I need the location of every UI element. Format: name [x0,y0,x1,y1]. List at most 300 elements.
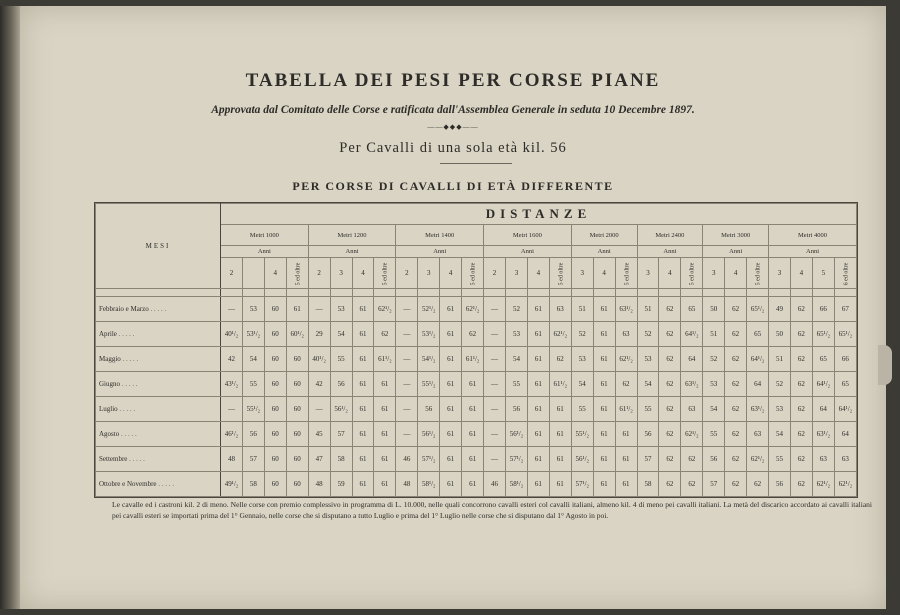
table-row [96,446,857,471]
weight-cell: 60 [264,421,286,446]
spacer-cell [615,289,637,297]
weight-cell: 60 [264,296,286,321]
age-header [615,258,637,289]
weight-cell: 60¹/₂ [286,321,308,346]
weight-cell: 55 [505,371,527,396]
weight-cell: 64 [834,421,856,446]
spacer-cell [659,289,681,297]
spacer-cell [330,289,352,297]
age-header: 3 [330,258,352,289]
mesi-header: MESI [96,204,221,289]
month-label: Agosto [99,429,120,438]
page-title: TABELLA DEI PESI PER CORSE PIANE [245,70,661,91]
age-label: 5 ed oltre [689,262,696,286]
age-header [242,258,264,289]
divider-rule [440,163,512,164]
weight-cell: 62¹/₂ [549,321,571,346]
weight-cell: — [484,321,506,346]
anni-label: Anni [308,246,396,258]
weight-cell: 66 [812,296,834,321]
weight-cell: 54 [330,321,352,346]
month-label: Giugno [99,379,120,388]
weight-cell: 61 [549,446,571,471]
weight-cell: 65 [834,371,856,396]
dot-leader: . . . . . [119,429,137,438]
weight-cell: 61 [549,421,571,446]
dot-leader: . . . . . [120,379,138,388]
distanze-header: DISTANZE [221,204,857,225]
weight-cell: 61 [615,471,637,496]
anni-label: Anni [769,246,857,258]
spacer-cell [812,289,834,297]
month-cell [96,471,221,496]
weight-cell: 60 [286,396,308,421]
weight-cell: 58 [637,471,659,496]
dot-leader: . . . . . [116,329,135,338]
weight-cell: 62 [725,296,747,321]
weight-cell: 42 [221,346,243,371]
weight-cell: 62 [725,421,747,446]
weight-cell: 62 [790,471,812,496]
weight-cell: 61 [440,321,462,346]
weight-cell: 62 [659,396,681,421]
weight-cell: 60 [286,471,308,496]
weight-cell: 60 [264,321,286,346]
weight-cell: 61 [593,296,615,321]
weight-cell: 61 [527,396,549,421]
weight-cell: 64 [681,346,703,371]
weight-cell: 62¹/₂ [747,446,769,471]
weight-cell: 61 [352,321,374,346]
weight-cell: 61 [615,421,637,446]
weight-cell: 46 [396,446,418,471]
weight-cell: 52 [703,346,725,371]
month-label: Settembre [99,454,128,463]
weight-cell: 60 [286,421,308,446]
weight-cell: 51 [703,321,725,346]
weight-cell: 62 [549,346,571,371]
age-header: 3 [703,258,725,289]
age-header: 4 [659,258,681,289]
weight-cell: 63¹/₂ [812,421,834,446]
weight-cell: 62¹/₂ [374,296,396,321]
weight-cell: — [396,421,418,446]
weight-cell: 61 [440,296,462,321]
weight-cell: 57 [703,471,725,496]
weight-cell: 56 [703,446,725,471]
weight-cell: — [308,396,330,421]
month-cell [96,446,221,471]
weight-cell: 62¹/₂ [462,296,484,321]
weights-table-frame [94,202,858,498]
spacer-cell [637,289,659,297]
weight-cell: 61 [352,296,374,321]
age-label: 5 ed oltre [623,262,630,286]
age-header: 3 [418,258,440,289]
weight-cell: 61 [462,471,484,496]
weight-cell: 51 [769,346,791,371]
weight-cell: — [484,296,506,321]
weight-cell: 55 [637,396,659,421]
weight-cell: 60 [264,346,286,371]
table-row [96,346,857,371]
weight-cell: 61 [440,371,462,396]
book-spine-edge [0,6,20,609]
weight-cell: 61 [440,396,462,421]
weight-cell: 56¹/₂ [330,396,352,421]
spacer-cell [505,289,527,297]
weight-cell: 53 [769,396,791,421]
age-header: 4 [440,258,462,289]
weight-cell: 60 [264,371,286,396]
weight-cell: 51 [637,296,659,321]
weight-cell: 62 [659,346,681,371]
weight-cell: 61 [527,296,549,321]
weight-cell: 56 [505,396,527,421]
spacer-cell [221,289,243,297]
age-header: 2 [308,258,330,289]
weight-cell: 62 [659,296,681,321]
weight-cell: 62 [790,321,812,346]
spacer-cell [418,289,440,297]
weight-cell: — [221,396,243,421]
weight-cell: 56 [242,421,264,446]
weight-cell: 50 [769,321,791,346]
weight-cell: 62 [659,321,681,346]
spacer-cell [834,289,856,297]
weight-cell: 61 [593,371,615,396]
age-header: 3 [637,258,659,289]
weight-cell: 29 [308,321,330,346]
anni-label: Anni [637,246,703,258]
weight-cell: — [484,396,506,421]
age-header [747,258,769,289]
weight-cell: 62 [659,421,681,446]
weight-cell: 42 [308,371,330,396]
spacer-cell [747,289,769,297]
month-cell [96,396,221,421]
age-label: 5 ed oltre [558,262,565,286]
weight-cell: 53 [571,346,593,371]
month-label: Aprile [99,329,117,338]
weight-cell: 61¹/₂ [615,396,637,421]
anni-label: Anni [221,246,309,258]
weight-cell: 60 [286,371,308,396]
spacer-cell [440,289,462,297]
month-cell [96,321,221,346]
anni-label: Anni [396,246,484,258]
weight-cell: 63 [615,321,637,346]
weight-cell: 54 [637,371,659,396]
spacer-cell [308,289,330,297]
weight-cell: 61 [527,446,549,471]
weight-cell: 52 [505,296,527,321]
weight-cell: 61 [440,346,462,371]
weight-cell: 49¹/₂ [221,471,243,496]
weight-cell: 55¹/₂ [242,396,264,421]
age-header: 2 [221,258,243,289]
weight-cell: 52¹/₂ [418,296,440,321]
weight-cell: 60 [264,471,286,496]
month-cell [96,346,221,371]
weight-cell: 60 [286,446,308,471]
weight-cell: 62¹/₂ [681,421,703,446]
weight-cell: 53 [330,296,352,321]
table-row [96,371,857,396]
weight-cell: — [484,346,506,371]
page-subtitle: Approvata dal Comitato delle Corse e ratificata dall'Assemblea Generale in seduta 10 Decembre 1897. [211,104,695,116]
month-label: Luglio [99,404,118,413]
spacer-cell [396,289,418,297]
weight-cell: 62 [659,371,681,396]
weight-cell: 54 [703,396,725,421]
single-age-weight: Per Cavalli di una sola età kil. 56 [339,140,567,156]
weight-cell: 63 [834,446,856,471]
table-row [96,296,857,321]
distance-header: Metri 1600 [484,225,572,246]
weight-cell: 61 [462,371,484,396]
spacer-cell [264,289,286,297]
weight-cell: 60 [286,346,308,371]
weight-cell: 61 [352,396,374,421]
page-tab-marker [878,345,892,385]
weights-table [95,203,857,497]
age-header: 4 [264,258,286,289]
weight-cell: 62 [790,446,812,471]
ornament-divider: ——◆◆◆—— [427,123,479,131]
weight-cell: 61¹/₂ [374,346,396,371]
weight-cell: 55 [242,371,264,396]
dot-leader: . . . . . [127,454,145,463]
age-header: 4 [352,258,374,289]
weight-cell: 63¹/₂ [681,371,703,396]
spacer-cell [549,289,571,297]
weight-cell: 61 [352,371,374,396]
age-header [549,258,571,289]
weight-cell: 64 [812,396,834,421]
weight-cell: 56¹/₂ [571,446,593,471]
weight-cell: 53 [505,321,527,346]
weight-cell: — [396,346,418,371]
weight-cell: 64¹/₂ [812,371,834,396]
age-label: 5 ed oltre [755,262,762,286]
weight-cell: 61 [593,446,615,471]
weight-cell: 46¹/₂ [221,421,243,446]
weight-cell: 64¹/₂ [681,321,703,346]
table-row [96,396,857,421]
weight-cell: 59 [330,471,352,496]
spacer-cell [769,289,791,297]
weight-cell: 55¹/₂ [571,421,593,446]
age-label: 5 ed oltre [382,262,389,286]
age-header [681,258,703,289]
weight-cell: 43¹/₂ [221,371,243,396]
spacer-cell [242,289,264,297]
weight-cell: 65 [812,346,834,371]
weight-cell: 65¹/₂ [747,296,769,321]
weight-cell: 60 [264,446,286,471]
weight-cell: 61 [374,446,396,471]
weight-cell: 45 [308,421,330,446]
age-header: 5 [812,258,834,289]
age-header: 4 [593,258,615,289]
weight-cell: 61 [593,396,615,421]
dot-leader: . . . . . [156,479,175,488]
weight-cell: 55 [330,346,352,371]
weight-cell: 49 [769,296,791,321]
weight-cell: 61 [374,371,396,396]
weight-cell: 56 [330,371,352,396]
month-cell [96,421,221,446]
weight-cell: 53 [242,296,264,321]
weight-cell: — [484,371,506,396]
age-header: 3 [571,258,593,289]
weight-cell: 56¹/₂ [418,421,440,446]
weight-cell: 50 [703,296,725,321]
weight-cell: 62 [725,446,747,471]
weight-cell: 61 [615,446,637,471]
weight-cell: 62 [659,446,681,471]
weight-cell: — [484,446,506,471]
weight-cell: 56 [637,421,659,446]
weight-cell: 62 [462,321,484,346]
weight-cell: 61 [462,396,484,421]
spacer-cell [527,289,549,297]
spacer-cell [352,289,374,297]
age-header: 4 [790,258,812,289]
weight-cell: 54 [769,421,791,446]
month-cell [96,371,221,396]
age-header [462,258,484,289]
weight-cell: 56 [418,396,440,421]
weight-cell: 62 [790,396,812,421]
weight-cell: 58¹/₂ [418,471,440,496]
weight-cell: 61 [440,471,462,496]
table-row [96,471,857,496]
age-header [374,258,396,289]
weight-cell: 57 [242,446,264,471]
weight-cell: 61 [440,446,462,471]
weight-cell: 52 [637,321,659,346]
weight-cell: 57 [330,421,352,446]
weight-cell: 62 [725,321,747,346]
spacer-cell [96,289,221,297]
weight-cell: 61 [374,471,396,496]
weight-cell: 61 [352,346,374,371]
month-label: Ottobre e Novembre [99,479,157,488]
spacer-cell [374,289,396,297]
weight-cell: 64¹/₂ [834,396,856,421]
weight-cell: 63¹/₂ [615,296,637,321]
weight-cell: 53¹/₂ [418,321,440,346]
weight-cell: 55 [769,446,791,471]
weight-cell: 61 [352,421,374,446]
weight-cell: 56 [769,471,791,496]
weight-cell: 52 [769,371,791,396]
section-title: PER CORSE DI CAVALLI DI ETÀ DIFFERENTE [292,179,614,193]
weight-cell: 61 [352,471,374,496]
weight-cell: 62 [681,471,703,496]
weight-cell: 67 [834,296,856,321]
weight-cell: — [396,396,418,421]
weight-cell: 48 [221,446,243,471]
weight-cell: 60 [264,396,286,421]
weight-cell: 57 [637,446,659,471]
weight-cell: 56¹/₂ [505,421,527,446]
weight-cell: 61 [527,321,549,346]
weight-cell: 61 [440,421,462,446]
weight-cell: 61 [374,396,396,421]
month-label: Febbraio e Marzo [99,304,149,313]
weight-cell: 61 [352,446,374,471]
age-label: 5 ed oltre [295,262,302,286]
anni-label: Anni [484,246,572,258]
weight-cell: 46 [484,471,506,496]
weight-cell: 48 [308,471,330,496]
weight-cell: 65 [681,296,703,321]
weight-cell: 62 [659,471,681,496]
weight-cell: 61 [549,471,571,496]
distance-header: Metri 2000 [571,225,637,246]
dot-leader: . . . . . [120,354,139,363]
weight-cell: 61 [593,346,615,371]
distance-header: Metri 1400 [396,225,484,246]
weight-cell: — [396,296,418,321]
age-header [286,258,308,289]
age-header: 3 [505,258,527,289]
anni-label: Anni [703,246,769,258]
table-row [96,421,857,446]
weight-cell: 62 [790,346,812,371]
weight-cell: 54 [505,346,527,371]
weight-cell: 62¹/₂ [834,471,856,496]
weight-cell: 54¹/₂ [418,346,440,371]
weight-cell: 62 [374,321,396,346]
weight-cell: 64¹/₂ [747,346,769,371]
weight-cell: 62 [790,421,812,446]
distance-header: Metri 2400 [637,225,703,246]
weight-cell: 61 [286,296,308,321]
weight-cell: 61 [374,421,396,446]
weight-cell: 53 [703,371,725,396]
weight-cell: 55 [571,396,593,421]
dot-leader: . . . . . [148,304,167,313]
month-label: Maggio [99,354,121,363]
weight-cell: 63 [681,396,703,421]
age-header: 4 [725,258,747,289]
weight-cell: 47 [308,446,330,471]
table-row [96,321,857,346]
weight-cell: 61¹/₂ [549,371,571,396]
age-header: 3 [769,258,791,289]
weight-cell: 40¹/₂ [221,321,243,346]
weight-cell: 57¹/₂ [505,446,527,471]
weight-cell: 61 [593,421,615,446]
weight-cell: 62 [681,446,703,471]
weight-cell: 61 [549,396,571,421]
spacer-cell [725,289,747,297]
weight-cell: — [396,321,418,346]
weight-cell: 58 [330,446,352,471]
weight-cell: 55 [703,421,725,446]
weight-cell: 54 [242,346,264,371]
weight-cell: 57¹/₂ [418,446,440,471]
age-header: 2 [484,258,506,289]
month-cell [96,296,221,321]
weight-cell: 63¹/₂ [747,396,769,421]
weight-cell: 62 [790,296,812,321]
weight-cell: 61 [462,421,484,446]
